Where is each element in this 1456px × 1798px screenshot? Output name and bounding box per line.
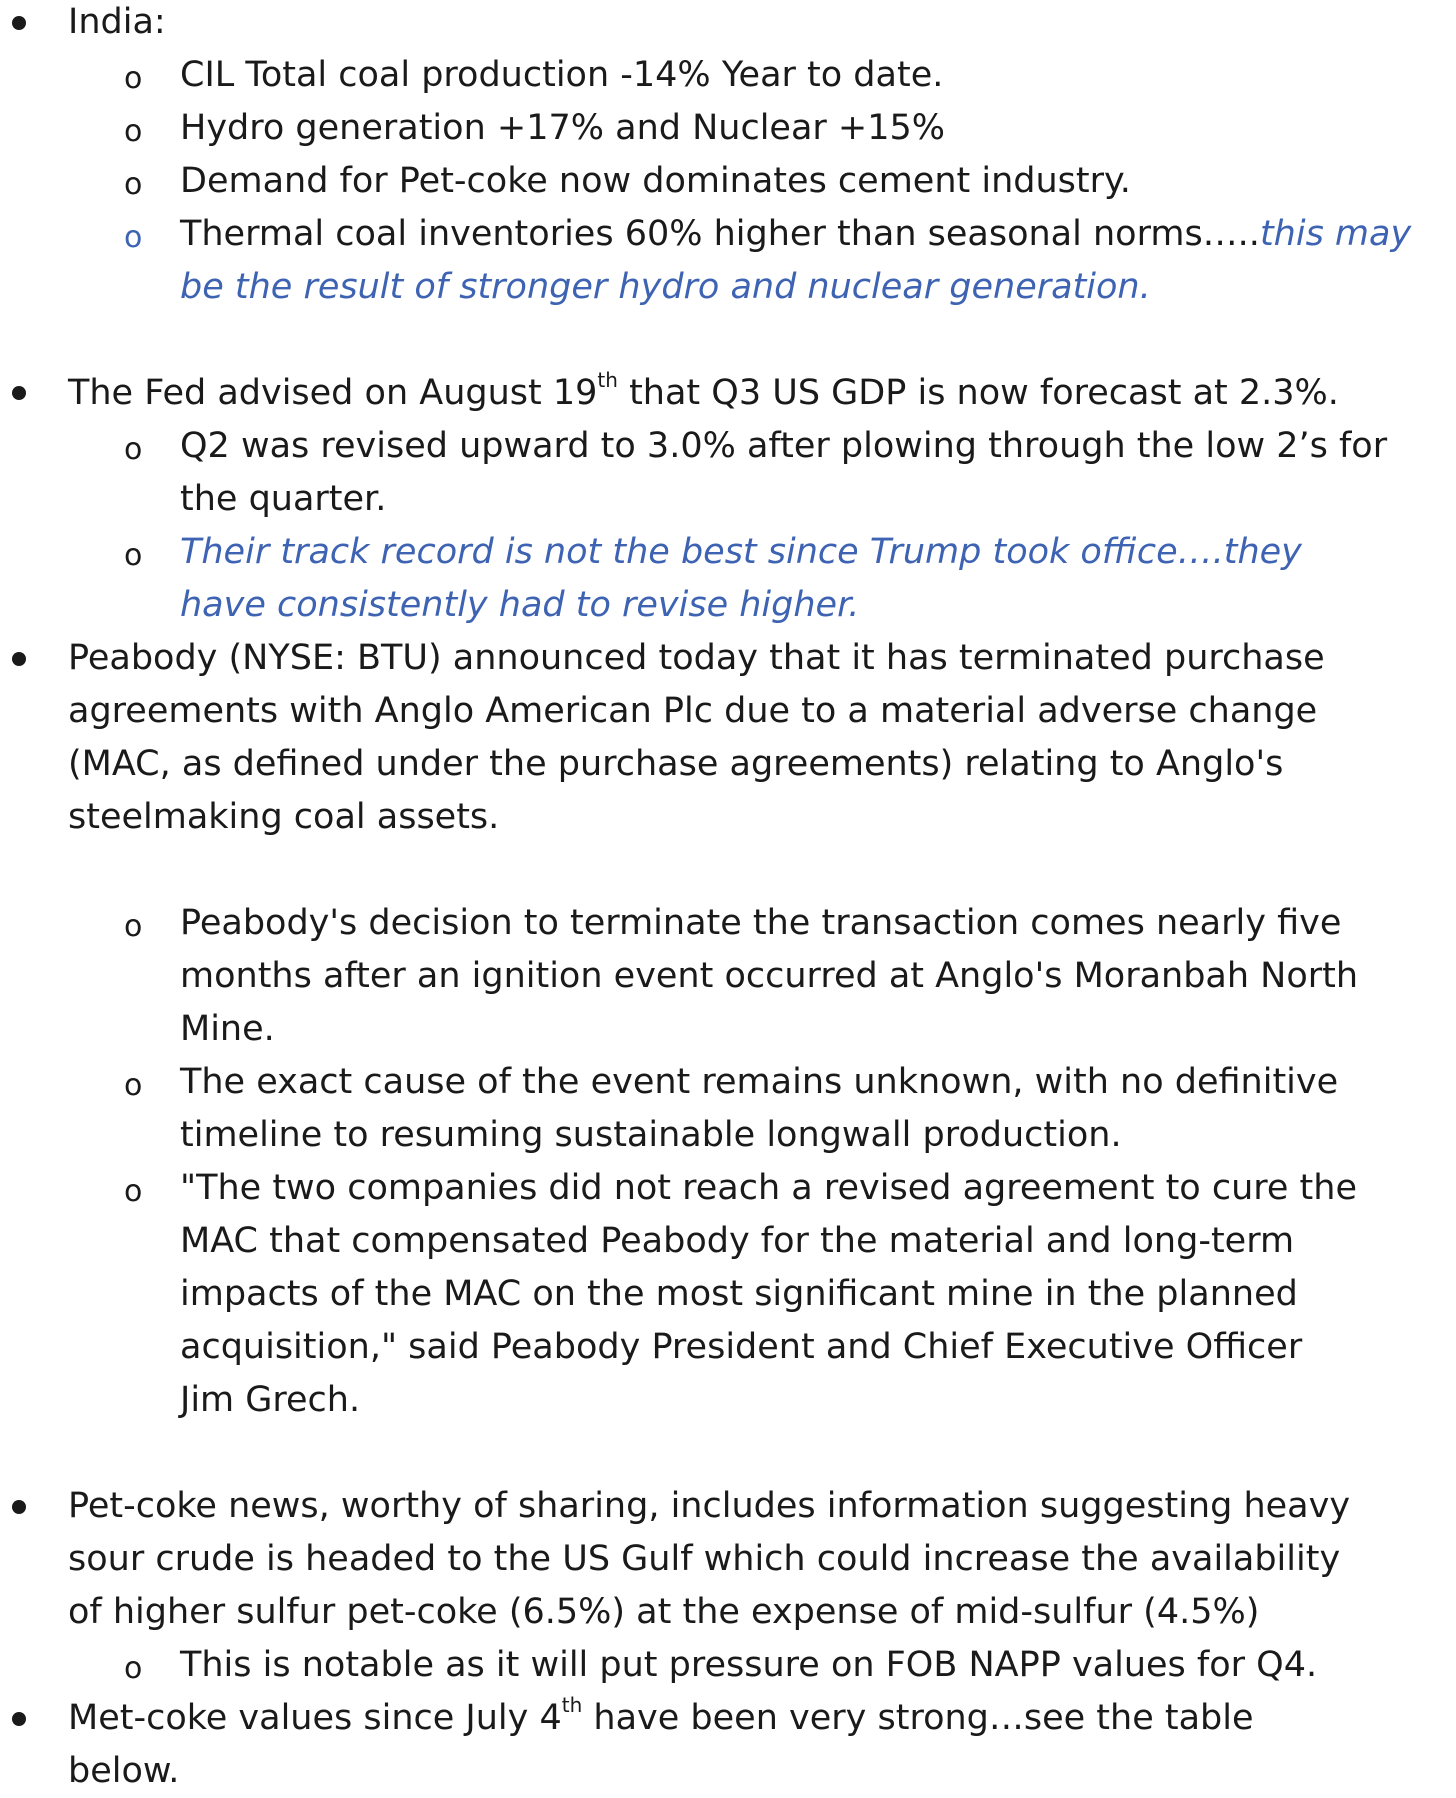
sub-marker: o — [124, 220, 143, 255]
fed-q2-line-2: the quarter. — [180, 479, 387, 519]
bullet-peabody — [12, 652, 26, 666]
petcoke-sub: This is notable as it will put pressure on FOB NAPP values for Q4. — [180, 1645, 1318, 1685]
peabody-quote-line-4: acquisition," said Peabody President and Chief Executive Officer — [180, 1327, 1303, 1367]
peabody-decision-line-2: months after an ignition event occurred at Anglo's Moranbah North — [180, 956, 1359, 996]
peabody-quote-line-5: Jim Grech. — [180, 1380, 361, 1420]
sub-marker: o — [124, 61, 143, 96]
peabody-line-2: agreements with Anglo American Plc due to a material adverse change — [68, 691, 1318, 731]
sub-marker: o — [124, 909, 143, 944]
fed-track-line-2: have consistently had to revise higher. — [180, 585, 860, 625]
peabody-decision-line-1: Peabody's decision to terminate the transaction comes nearly five — [180, 903, 1342, 943]
bullet-metcoke — [12, 1712, 26, 1726]
thermal-comment-start: this may — [1259, 214, 1412, 254]
sub-marker: o — [124, 432, 143, 467]
india-item-1: CIL Total coal production -14% Year to date. — [180, 55, 944, 95]
bullet-petcoke — [12, 1500, 26, 1514]
peabody-cause-line-1: The exact cause of the event remains unknown, with no definitive — [180, 1062, 1339, 1102]
bullet-fed — [12, 386, 26, 400]
peabody-line-3: (MAC, as defined under the purchase agreements) relating to Anglo's — [68, 744, 1284, 784]
sub-marker: o — [124, 167, 143, 202]
sub-marker: o — [124, 538, 143, 573]
fed-track-line-1: Their track record is not the best since Trump took office….they — [180, 532, 1302, 572]
india-heading: India: — [68, 2, 166, 42]
peabody-quote-line-2: MAC that compensated Peabody for the material and long-term — [180, 1221, 1295, 1261]
petcoke-line-3: of higher sulfur pet-coke (6.5%) at the expense of mid-sulfur (4.5%) — [68, 1592, 1260, 1632]
fed-heading — [68, 367, 1339, 420]
sub-marker: o — [124, 1174, 143, 1209]
sub-marker: o — [124, 1068, 143, 1103]
metcoke-text-post: have been very strong…see the table — [582, 1698, 1254, 1738]
peabody-quote-line-1: "The two companies did not reach a revised agreement to cure the — [180, 1168, 1357, 1208]
petcoke-line-1: Pet-coke news, worthy of sharing, includes information suggesting heavy — [68, 1486, 1351, 1526]
sub-marker: o — [124, 1651, 143, 1686]
india-item-4 — [180, 208, 1411, 261]
metcoke-text-pre: Met-coke values since July 4 — [68, 1698, 562, 1738]
india-item-2: Hydro generation +17% and Nuclear +15% — [180, 108, 946, 148]
fed-sup: th — [597, 368, 618, 393]
peabody-line-1: Peabody (NYSE: BTU) announced today that it has terminated purchase — [68, 638, 1325, 678]
thermal-plain-text: Thermal coal inventories 60% higher than seasonal norms….. — [180, 214, 1260, 254]
sub-marker: o — [124, 114, 143, 149]
peabody-quote-line-3: impacts of the MAC on the most significant mine in the planned — [180, 1274, 1298, 1314]
fed-q2-line-1: Q2 was revised upward to 3.0% after plowing through the low 2’s for — [180, 426, 1388, 466]
metcoke-line-2: below. — [68, 1751, 180, 1791]
bullet-india — [12, 16, 26, 30]
thermal-comment-cont: be the result of stronger hydro and nuclear generation. — [180, 267, 1151, 307]
metcoke-sup: th — [561, 1693, 583, 1718]
peabody-cause-line-2: timeline to resuming sustainable longwall production. — [180, 1115, 1122, 1155]
petcoke-line-2: sour crude is headed to the US Gulf which could increase the availability — [68, 1539, 1341, 1579]
peabody-line-4: steelmaking coal assets. — [68, 797, 500, 837]
peabody-decision-line-3: Mine. — [180, 1009, 275, 1049]
india-item-3: Demand for Pet-coke now dominates cement industry. — [180, 161, 1131, 201]
metcoke-line-1 — [68, 1692, 1254, 1745]
fed-text-post: that Q3 US GDP is now forecast at 2.3%. — [617, 373, 1339, 413]
fed-text-pre: The Fed advised on August 19 — [68, 373, 598, 413]
